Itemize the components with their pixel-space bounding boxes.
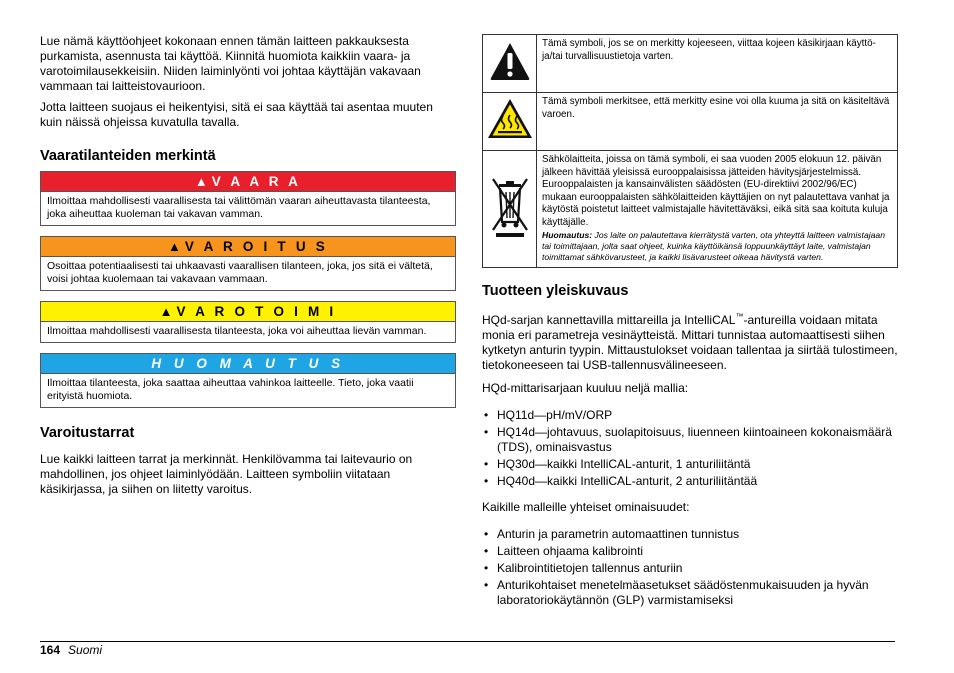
features-list: [482, 527, 898, 608]
warning-box: [40, 236, 456, 291]
list-item: • Kalibrointitietojen tallennus anturiin: [482, 561, 898, 576]
symbol-row: [483, 93, 898, 151]
intro-paragraph-2: Jotta laitteen suojaus ei heikentyisi, sitä ei saa käyttää tai asentaa muuten kuin näissä ohjeissa kuvatulla tavalla.: [40, 100, 433, 129]
caution-label: V A R O T O I M I: [176, 304, 337, 319]
weee-bin-icon: [490, 176, 530, 238]
danger-text: Ilmoittaa mahdollisesti vaarallisesta tai välittömän vaaran aiheuttavasta tilanteesta, joka aiheuttaa kuoleman tai vakavan vamman.: [41, 191, 455, 225]
list-item: • HQ30d—kaikki IntelliCAL-anturit, 1 anturiliitäntä: [482, 457, 898, 472]
notice-label: H U O M A U T U S: [151, 356, 345, 371]
notice-text: Ilmoittaa tilanteesta, joka saattaa aiheuttaa vahinkoa laitteelle. Tieto, joka vaatii erityistä huomiota.: [41, 373, 455, 407]
warning-triangle-icon: ▲: [168, 239, 181, 254]
notice-box: [40, 353, 456, 408]
warning-triangle-icon: ▲: [194, 174, 208, 189]
warning-text: Osoittaa potentiaalisesti tai uhkaavasti vaarallisen tilanteen, joka, jos sitä ei vältetä, voisi johtaa kuolemaan tai vakavaan vammaan.: [41, 256, 455, 290]
list-item: • Anturikohtaiset menetelmäasetukset säädöstenmukaisuuden ja hyvän laboratoriokäytännön (GLP) varmistamiseksi: [482, 578, 898, 608]
danger-box: [40, 171, 456, 226]
symbol-description: Sähkölaitteita, joissa on tämä symboli, ei saa vuoden 2005 elokuun 12. päivän jälkeen hävittää yleisissä eurooppalaisissa jätteiden hävitysjärjestelmissä. Eurooppalaisten ja kansainvälisten säädösten (EU-direktiivi 2002/96/EC) mukaan eurooppalaisten sähkölaitteiden käyttäjien on nyt palautettava vanhat ja käytöstä poistetut laitteet valmistajalle hävitettäväksi, eikä sitä saa koituta kuluja käyttäjälle.: [542, 154, 890, 228]
labels-section-heading: Varoitustarrat: [40, 425, 135, 441]
list-item: • HQ11d—pH/mV/ORP: [482, 408, 898, 423]
weee-note: [542, 230, 892, 263]
symbol-row: [483, 151, 898, 268]
overview-paragraph-1: HQd-sarjan kannettavilla mittareilla ja IntelliCAL™-antureilla voidaan mitata monia eri parametreja vesinäytteistä. Mittari tunnistaa automaattisesti siihen kytketyn anturin tyypin. Mittaustulokset voidaan tallentaa ja siirtää tulostimeen, tietokoneeseen tai USB-tallennusvälineeseen.: [482, 312, 898, 372]
danger-label: V A A R A: [211, 174, 302, 189]
symbol-description: Tämä symboli merkitsee, että merkitty esine voi olla kuuma ja sitä on käsiteltävä varoen.: [537, 93, 898, 151]
warning-triangle-icon: ▲: [159, 304, 173, 319]
caution-text: Ilmoittaa mahdollisesti vaarallisesta tilanteesta, joka voi aiheuttaa lievän vamman.: [41, 321, 455, 342]
left-column: [40, 34, 456, 497]
intro-paragraph-1: Lue nämä käyttöohjeet kokonaan ennen tämän laitteen pakkauksesta purkamista, asennusta tai käyttöä. Kiinnitä huomiota kaikkiin vaara- ja varotoimilausekkeisiin. Niiden laiminlyönti voi johtaa käyttäjän vakavaan vammaan tai laitteistovaurioon.: [40, 34, 421, 93]
symbol-row: [483, 35, 898, 93]
overview-paragraph-2: HQd-mittarisarjaan kuuluu neljä mallia:: [482, 381, 689, 395]
right-column: [482, 34, 898, 610]
footer-divider: [40, 641, 895, 642]
weee-note-text: Jos laite on palautettava kierrätystä varten, ota yhteyttä laitteen valmistajaan tai toimittajaan, jolta saat ohjeet, kuinka käyttöikänsä loppuunkäyttäyt laite, valmistajan toimittamat sähkövarusteet, ja kaikki lisävarusteet oikeaa hävitystä varten.: [542, 230, 885, 262]
footer-language: Suomi: [68, 643, 103, 657]
labels-paragraph: Lue kaikki laitteen tarrat ja merkinnät. Henkilövamma tai laitevaurio on mahdollinen, jos ohjeet laiminlyödään. Laitteen symboliin viitataan käsikirjassa, ja siihen on liitetty varoitus.: [40, 452, 413, 496]
hazard-section-heading: Vaaratilanteiden merkintä: [40, 148, 216, 164]
list-item: • Anturin ja parametrin automaattinen tunnistus: [482, 527, 898, 542]
symbol-table: [482, 34, 898, 268]
page-footer: [40, 643, 102, 657]
models-list: [482, 408, 898, 489]
features-intro: Kaikille malleille yhteiset ominaisuudet:: [482, 500, 690, 514]
warning-label: V A R O I T U S: [184, 239, 328, 254]
symbol-description: Tämä symboli, jos se on merkitty kojeeseen, viittaa kojeen käsikirjaan käyttö- ja/tai turvallisuustietoja varten.: [537, 35, 898, 93]
list-item: • HQ40d—kaikki IntelliCAL-anturit, 2 anturiliitäntää: [482, 474, 898, 489]
weee-note-label: Huomautus:: [542, 230, 593, 240]
list-item: • Laitteen ohjaama kalibrointi: [482, 544, 898, 559]
general-warning-icon: [488, 40, 532, 82]
hot-surface-icon: [486, 97, 534, 141]
page-number: 164: [40, 643, 61, 657]
overview-section-heading: Tuotteen yleiskuvaus: [482, 283, 629, 299]
list-item: • HQ14d—johtavuus, suolapitoisuus, liuenneen kiintoaineen kokonaismäärä (TDS), ominaisvastus: [482, 425, 898, 455]
caution-box: [40, 301, 456, 343]
